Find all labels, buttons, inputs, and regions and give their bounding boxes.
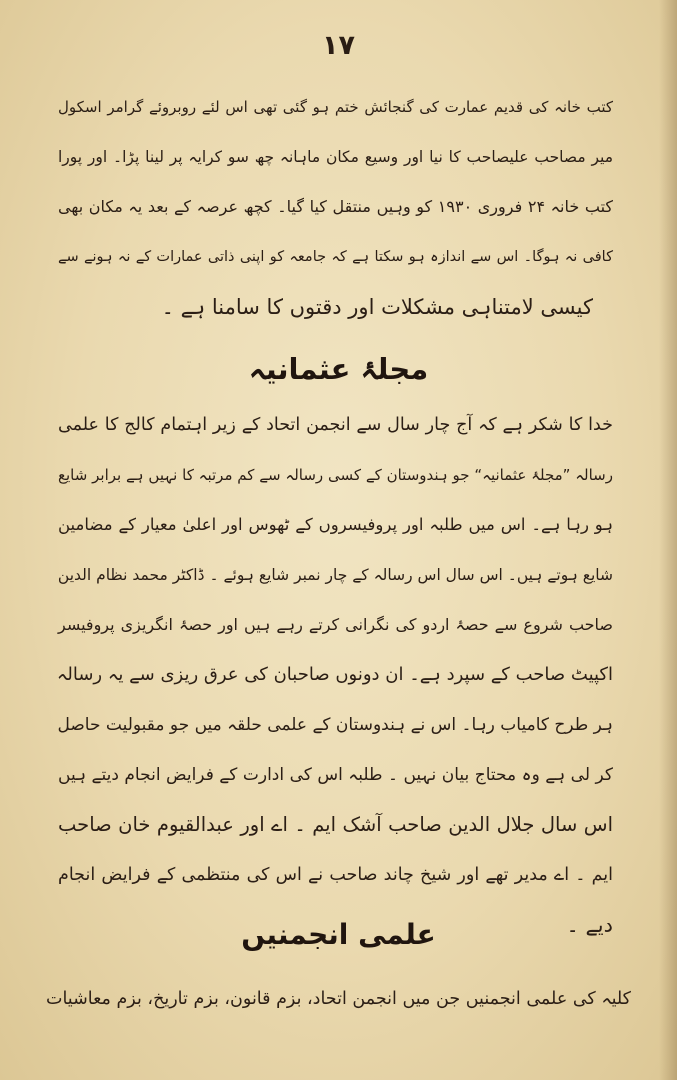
text-line: ہر طرح کامیاب رہا۔ اس نے ہندوستان کے علمی حلقہ میں جو مقبولیت حاصل bbox=[57, 715, 613, 735]
text-line: کیسی لامتناہی مشکلات اور دقتوں کا سامنا ہے ۔ bbox=[161, 295, 593, 319]
text-line: صاحب شروع سے حصۂ اردو کی نگرانی کرتے رہے ہیں اور حصۂ انگریزی پروفیسر bbox=[58, 615, 613, 634]
text-line: رسالہ ”مجلۂ عثمانیہ“ جو ہندوستان کے کسی رسالہ سے کم مرتبہ کا نہیں ہے برابر شایع bbox=[58, 466, 613, 484]
section-heading-ilmi-anjumanein: علمی انجمنیں bbox=[241, 918, 436, 951]
text-line: کلیہ کی علمی انجمنیں جن میں انجمن اتحاد، بزم قانون، بزم تاریخ، بزم معاشیات bbox=[46, 989, 631, 1009]
text-line: ایم ۔ اے مدیر تھے اور شیخ چاند صاحب نے اس کی منتظمی کے فرایض انجام bbox=[58, 865, 613, 885]
text-line: شایع ہوتے ہیں۔ اس سال اس رسالہ کے چار نمبر شایع ہوئے ۔ ڈاکٹر محمد نظام الدین bbox=[57, 566, 613, 584]
text-line: کتب خانہ کی قدیم عمارت کی گنجائش ختم ہو گئی تھی اس لئے روبروئے گرامر اسکول bbox=[58, 98, 613, 116]
text-line: اس سال جلال الدین صاحب آشک ایم ۔ اے اور عبدالقیوم خان صاحب bbox=[58, 813, 613, 836]
text-line: کر لی ہے وہ محتاج بیان نہیں ۔ طلبہ اس کی ادارت کے فرایض انجام دیتے ہیں bbox=[58, 765, 613, 785]
text-line: اکپیٹ صاحب کے سپرد ہے۔ ان دونوں صاحبان کی عرق ریزی سے یہ رسالہ bbox=[56, 664, 613, 685]
section-heading-majalla: مجلۂ عثمانیہ bbox=[248, 352, 429, 386]
text-line: خدا کا شکر ہے کہ آج چار سال سے انجمن اتحاد کے زیر اہتمام کالج کا علمی bbox=[58, 415, 613, 435]
text-line: کافی نہ ہوگا۔ اس سے اندازہ ہو سکتا ہے کہ جامعہ کو اپنی ذاتی عمارات کے نہ ہونے سے bbox=[58, 249, 613, 265]
text-line: میر مصاحب علیصاحب کا نیا اور وسیع مکان ماہانہ چھ سو کرایہ پر لینا پڑا۔ اور پورا bbox=[58, 148, 613, 166]
text-line: ہو رہا ہے۔ اس میں طلبہ اور پروفیسروں کے ٹھوس اور اعلیٰ معیار کے مضامین bbox=[58, 515, 613, 534]
text-line: دیے ۔ bbox=[566, 913, 613, 937]
text-line: کتب خانہ ۲۴ فروری ۱۹۳۰ کو وہیں منتقل کیا گیا۔ کچھ عرصہ کے بعد یہ مکان بھی bbox=[58, 197, 614, 216]
page-number: ۱۷ bbox=[322, 30, 355, 61]
